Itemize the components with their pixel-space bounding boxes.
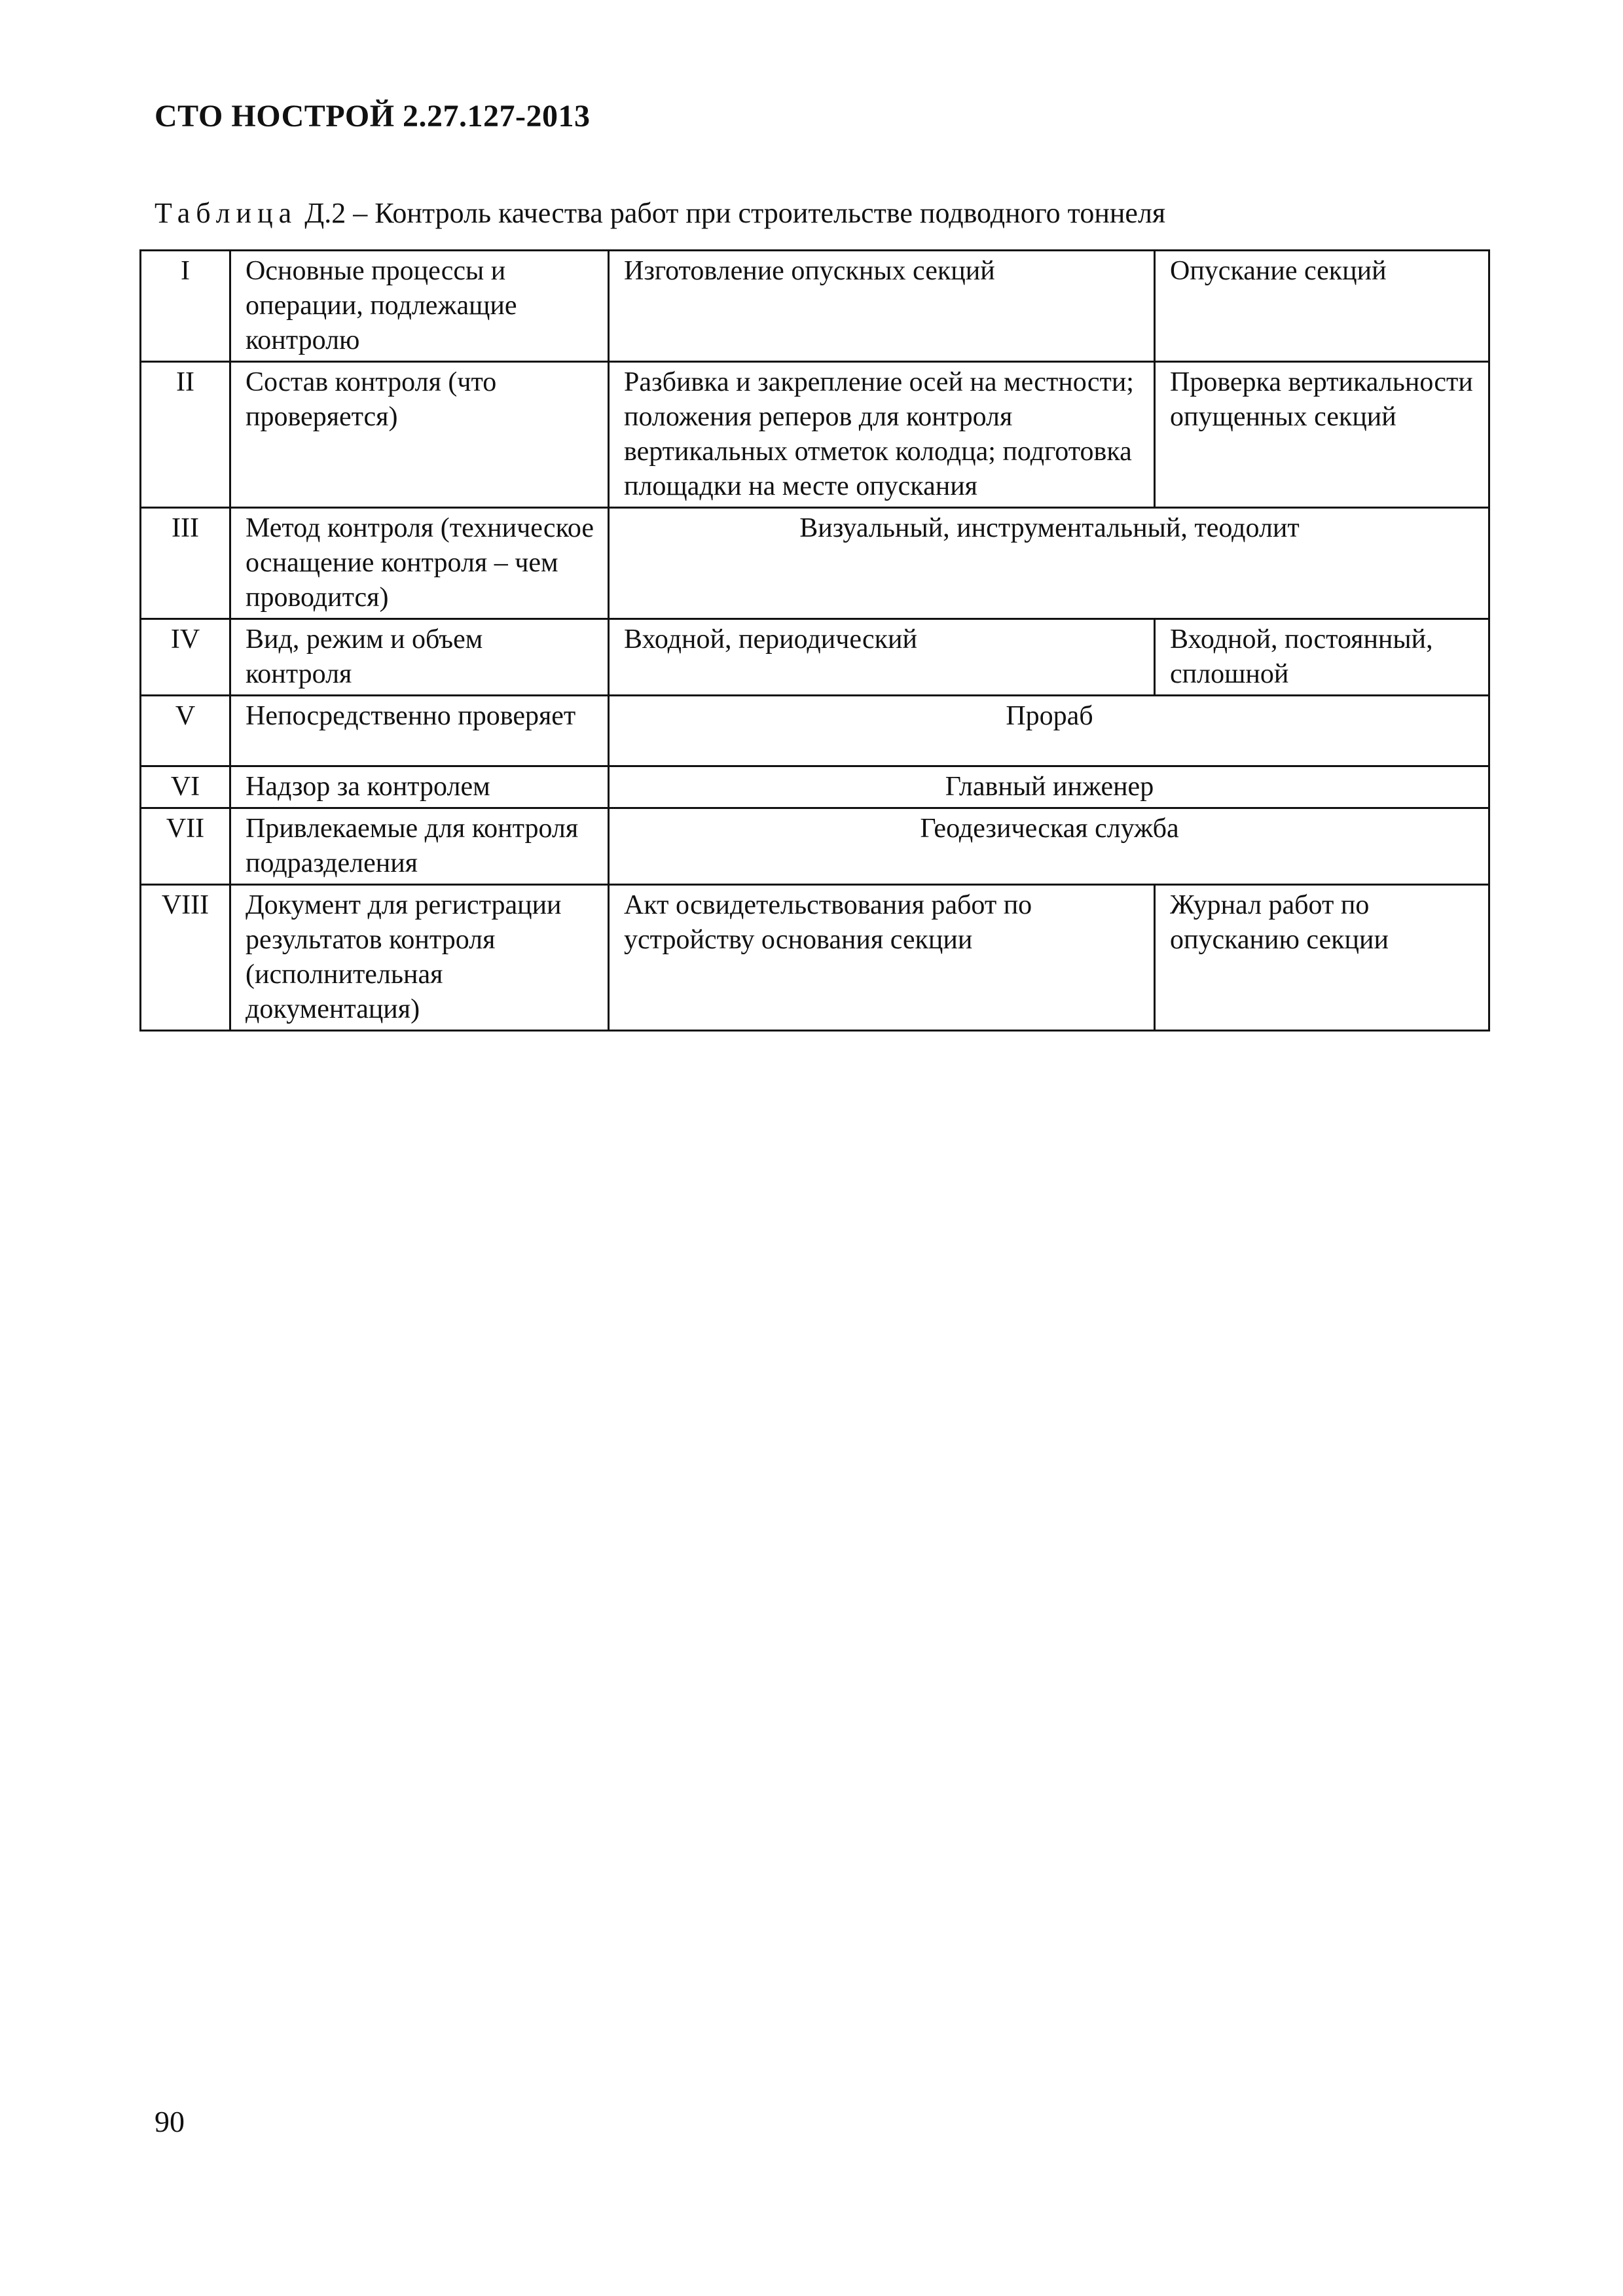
table-row [141, 362, 1489, 508]
row-parameter: Непосредственно проверяет [230, 696, 609, 766]
table-caption-text: Д.2 – Контроль качества работ при строительстве подводного тоннеля [297, 197, 1166, 229]
cell-merged: Главный инженер [609, 766, 1489, 808]
table-row [141, 766, 1489, 808]
cell-merged: Визуальный, инструментальный, теодолит [609, 508, 1489, 619]
cell-merged: Прораб [609, 696, 1489, 766]
table-row [141, 696, 1489, 766]
row-number: VIII [141, 885, 230, 1031]
document-code: СТО НОСТРОЙ 2.27.127-2013 [155, 99, 591, 134]
cell-section-manufacturing: Входной, периодический [609, 619, 1155, 696]
quality-control-table [139, 249, 1490, 1031]
row-number: V [141, 696, 230, 766]
row-parameter: Надзор за контролем [230, 766, 609, 808]
cell-section-lowering: Проверка вертикальности опущенных секций [1155, 362, 1489, 508]
row-number: II [141, 362, 230, 508]
row-parameter: Вид, режим и объем контроля [230, 619, 609, 696]
cell-section-lowering: Журнал работ по опусканию секции [1155, 885, 1489, 1031]
row-parameter: Документ для регистрации результатов контроля (исполнительная документация) [230, 885, 609, 1031]
row-number: IV [141, 619, 230, 696]
cell-section-lowering: Входной, постоянный, сплошной [1155, 619, 1489, 696]
table-caption [155, 196, 1165, 230]
cell-section-manufacturing: Разбивка и закрепление осей на местности; положения реперов для контроля вертикальных отметок колодца; подготовка площадки на месте опускания [609, 362, 1155, 508]
page-number: 90 [155, 2105, 185, 2138]
table-row [141, 251, 1489, 362]
table-caption-label: Таблица [155, 197, 298, 229]
row-parameter: Состав контроля (что проверяется) [230, 362, 609, 508]
cell-section-lowering: Опускание секций [1155, 251, 1489, 362]
row-parameter: Привлекаемые для контроля подразделения [230, 808, 609, 885]
row-parameter: Метод контроля (техническое оснащение контроля – чем проводится) [230, 508, 609, 619]
table-row [141, 508, 1489, 619]
row-number: III [141, 508, 230, 619]
row-number: VII [141, 808, 230, 885]
cell-merged: Геодезическая служба [609, 808, 1489, 885]
cell-section-manufacturing: Изготовление опускных секций [609, 251, 1155, 362]
table-row [141, 619, 1489, 696]
table-row [141, 885, 1489, 1031]
row-parameter: Основные процессы и операции, подлежащие контролю [230, 251, 609, 362]
row-number: VI [141, 766, 230, 808]
row-number: I [141, 251, 230, 362]
table-row [141, 808, 1489, 885]
cell-section-manufacturing: Акт освидетельствования работ по устройству основания секции [609, 885, 1155, 1031]
